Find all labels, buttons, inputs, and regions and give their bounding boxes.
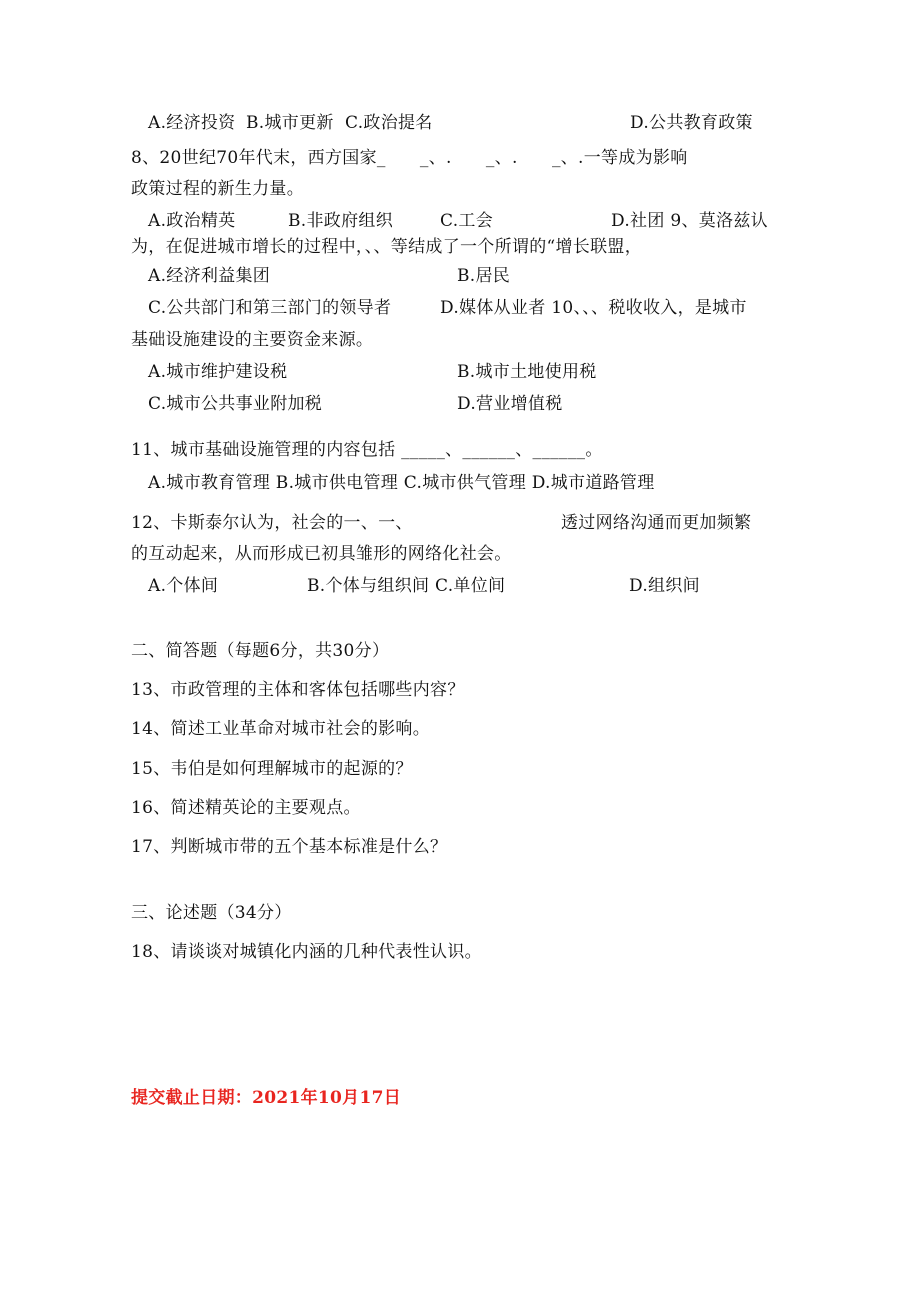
q8-option-a: A.政治精英 <box>148 211 236 231</box>
question-13: 13、市政管理的主体和客体包括哪些内容？ <box>131 680 465 700</box>
q10-option-b: B.城市土地使用税 <box>457 362 597 382</box>
section3-heading: 三、论述题（34分） <box>131 903 292 923</box>
q9-option-b: B.居民 <box>457 266 511 286</box>
q9-option-c: C.公共部门和第三部门的领导者 <box>148 298 392 318</box>
q9-option-a: A.经济利益集团 <box>148 266 271 286</box>
q12-option-a: A.个体间 <box>148 576 219 596</box>
section2-heading: 二、简答题（每题6分，共30分） <box>131 641 390 661</box>
submission-deadline: 提交截止日期：2021年10月17日 <box>131 1088 402 1108</box>
q10-option-a: A.城市维护建设税 <box>148 362 288 382</box>
q8-stem-line1: 8、20世纪70年代末，西方国家_ _、. _、. _、.一等成为影响 <box>131 148 688 168</box>
q8-stem-line2: 政策过程的新生力量。 <box>131 179 304 199</box>
q10-stem-line2: 基础设施建设的主要资金来源。 <box>131 330 374 350</box>
question-18: 18、请谈谈对城镇化内涵的几种代表性认识。 <box>131 942 482 962</box>
question-17: 17、判断城市带的五个基本标准是什么？ <box>131 837 448 857</box>
q11-stem: 11、城市基础设施管理的内容包括 _____、______、______。 <box>131 440 603 460</box>
q12-stem-line1a: 12、卡斯泰尔认为，社会的一、一、 <box>131 513 413 533</box>
q12-stem-line2: 的互动起来，从而形成已初具雏形的网络化社会。 <box>131 544 512 564</box>
q7-option-c: C.政治提名 <box>345 113 433 133</box>
question-14: 14、简述工业革命对城市社会的影响。 <box>131 719 431 739</box>
question-16: 16、简述精英论的主要观点。 <box>131 798 361 818</box>
q12-stem-line1b: 透过网络沟通而更加频繁 <box>561 513 752 533</box>
q7-option-b: B.城市更新 <box>246 113 334 133</box>
q10-option-c: C.城市公共事业附加税 <box>148 394 323 414</box>
q8-option-c: C.工会 <box>440 211 494 231</box>
q8-option-d: D.社团 9、莫洛兹认 <box>611 211 768 231</box>
q9-option-d: D.媒体从业者 10、、、税收收入，是城市 <box>440 298 747 318</box>
q7-option-d: D.公共教育政策 <box>630 113 753 133</box>
q7-option-a: A.经济投资 <box>148 113 236 133</box>
question-15: 15、韦伯是如何理解城市的起源的？ <box>131 759 413 779</box>
q9-stem-line1: 为，在促进城市增长的过程中，、、等结成了一个所谓的“增长联盟， <box>131 237 642 257</box>
q12-option-bc: B.个体与组织间 C.单位间 <box>307 576 506 596</box>
q11-options: A.城市教育管理 B.城市供电管理 C.城市供气管理 D.城市道路管理 <box>148 473 655 493</box>
q8-option-b: B.非政府组织 <box>288 211 393 231</box>
q10-option-d: D.营业增值税 <box>457 394 563 414</box>
q12-option-d: D.组织间 <box>629 576 700 596</box>
